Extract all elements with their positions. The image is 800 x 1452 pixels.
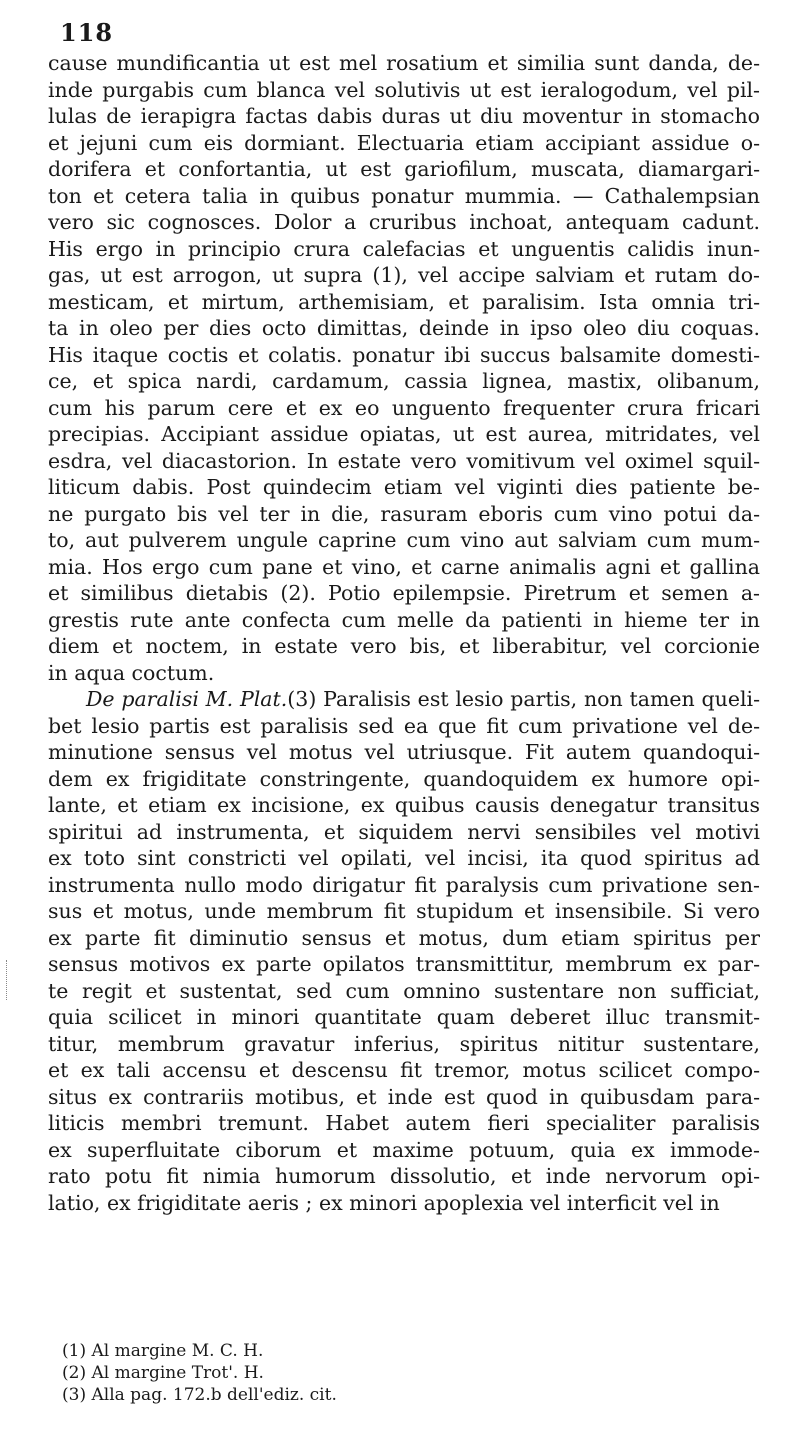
text-line: ex toto sint constricti vel opilati, vel incisi, ita quod spiritus ad — [48, 846, 760, 870]
text-line: minutione sensus vel motus vel utriusque. Fit autem quandoqui- — [48, 740, 760, 764]
text-line: gas, ut est arrogon, ut supra (1), vel accipe salviam et rutam do- — [48, 263, 760, 287]
body-text — [48, 50, 760, 1216]
text-line: liticum dabis. Post quindecim etiam vel viginti dies patiente be- — [48, 475, 760, 499]
text-line: ex superfluitate ciborum et maxime potuum, quia ex immode- — [48, 1137, 760, 1162]
text-line: te regit et sustentat, sed cum omnino sustentare non sufficiat, — [48, 978, 760, 1003]
text-line: ton et cetera talia in quibus ponatur mummia. — Cathalempsian — [48, 183, 760, 208]
text-line: et similibus dietabis (2). Potio epilempsie. Piretrum et semen a- — [48, 581, 760, 605]
text-line: cause mundificantia ut est mel rosatium et similia sunt danda, de- — [48, 51, 760, 75]
paragraph-heading-line — [48, 686, 760, 713]
text-line: ex parte fit diminutio sensus et motus, dum etiam spiritus per — [48, 925, 760, 950]
text-line: diem et noctem, in estate vero bis, et liberabitur, vel corcionie — [48, 634, 760, 658]
text-line: et jejuni cum eis dormiant. Electuaria etiam accipiant assidue o- — [48, 130, 760, 155]
text-line: sensus motivos ex parte opilatos transmittitur, membrum ex par- — [48, 952, 760, 976]
text-line: mesticam, et mirtum, arthemisiam, et paralisim. Ista omnia tri- — [48, 289, 760, 314]
text-line: vero sic cognosces. Dolor a cruribus inchoat, antequam cadunt. — [48, 210, 760, 234]
text-line: instrumenta nullo modo dirigatur fit paralysis cum privatione sen- — [48, 872, 760, 897]
footnote: (1) Al margine M. C. H. — [62, 1341, 264, 1361]
text-line: quia scilicet in minori quantitate quam deberet illuc transmit- — [48, 1005, 760, 1029]
text-line: dorifera et confortantia, ut est gariofilum, muscata, diamargari- — [48, 157, 760, 181]
text-line: latio, ex frigiditate aeris ; ex minori apoplexia vel interficit vel in — [48, 1190, 720, 1215]
text-line: precipias. Accipiant assidue opiatas, ut est aurea, mitridates, vel — [48, 422, 760, 446]
text-line: dem ex frigiditate constringente, quandoquidem ex humore opi- — [48, 766, 760, 791]
text-line: grestis rute ante confecta cum melle da patienti in hieme ter in — [48, 607, 760, 632]
edge-mark — [6, 960, 17, 1000]
text-line: ne purgato bis vel ter in die, rasuram eboris cum vino potui da- — [48, 501, 760, 526]
footnote: (2) Al margine Trot'. H. — [62, 1363, 264, 1383]
section-heading: De paralisi M. Plat. — [86, 687, 288, 711]
footnotes — [62, 1340, 562, 1406]
footnote: (3) Alla pag. 172.b dell'ediz. cit. — [62, 1385, 337, 1405]
text-line: sus et motus, unde membrum fit stupidum et insensibile. Si vero — [48, 899, 760, 923]
text-line: liticis membri tremunt. Habet autem fieri specialiter paralisis — [48, 1111, 760, 1135]
text-line: rato potu fit nimia humorum dissolutio, et inde nervorum opi- — [48, 1164, 760, 1188]
text-line: titur, membrum gravatur inferius, spiritus nititur sustentare, — [48, 1031, 760, 1056]
text-line: to, aut pulverem ungule caprine cum vino aut salviam cum mum- — [48, 528, 760, 552]
text-line: ta in oleo per dies octo dimittas, deinde in ipso oleo diu coquas. — [48, 316, 760, 340]
text-line: situs ex contrariis motibus, et inde est quod in quibusdam para- — [48, 1084, 760, 1109]
text-line: (3) Paralisis est lesio partis, non tamen queli- — [287, 687, 760, 711]
text-line: cum his parum cere et ex eo unguento frequenter crura fricari — [48, 395, 760, 420]
page-number: 118 — [60, 18, 114, 47]
text-line: spiritui ad instrumenta, et siquidem nervi sensibiles vel motivi — [48, 819, 760, 844]
text-line: esdra, vel diacastorion. In estate vero vomitivum vel oximel squil- — [48, 448, 760, 473]
text-line: ce, et spica nardi, cardamum, cassia lignea, mastix, olibanum, — [48, 369, 760, 393]
text-line: mia. Hos ergo cum pane et vino, et carne animalis agni et gallina — [48, 554, 760, 579]
text-line: His itaque coctis et colatis. ponatur ibi succus balsamite domesti- — [48, 342, 760, 367]
text-line: inde purgabis cum blanca vel solutivis ut est ieralogodum, vel pil- — [48, 77, 760, 102]
text-line: lulas de ierapigra factas dabis duras ut diu moventur in stomacho — [48, 104, 760, 128]
text-line: lante, et etiam ex incisione, ex quibus causis denegatur transitus — [48, 793, 760, 817]
text-line: in aqua coctum. — [48, 660, 215, 685]
text-line: et ex tali accensu et descensu fit tremor, motus scilicet compo- — [48, 1058, 760, 1082]
text-line: bet lesio partis est paralisis sed ea que fit cum privatione vel de- — [48, 713, 760, 738]
text-line: His ergo in principio crura calefacias et unguentis calidis inun- — [48, 236, 760, 261]
